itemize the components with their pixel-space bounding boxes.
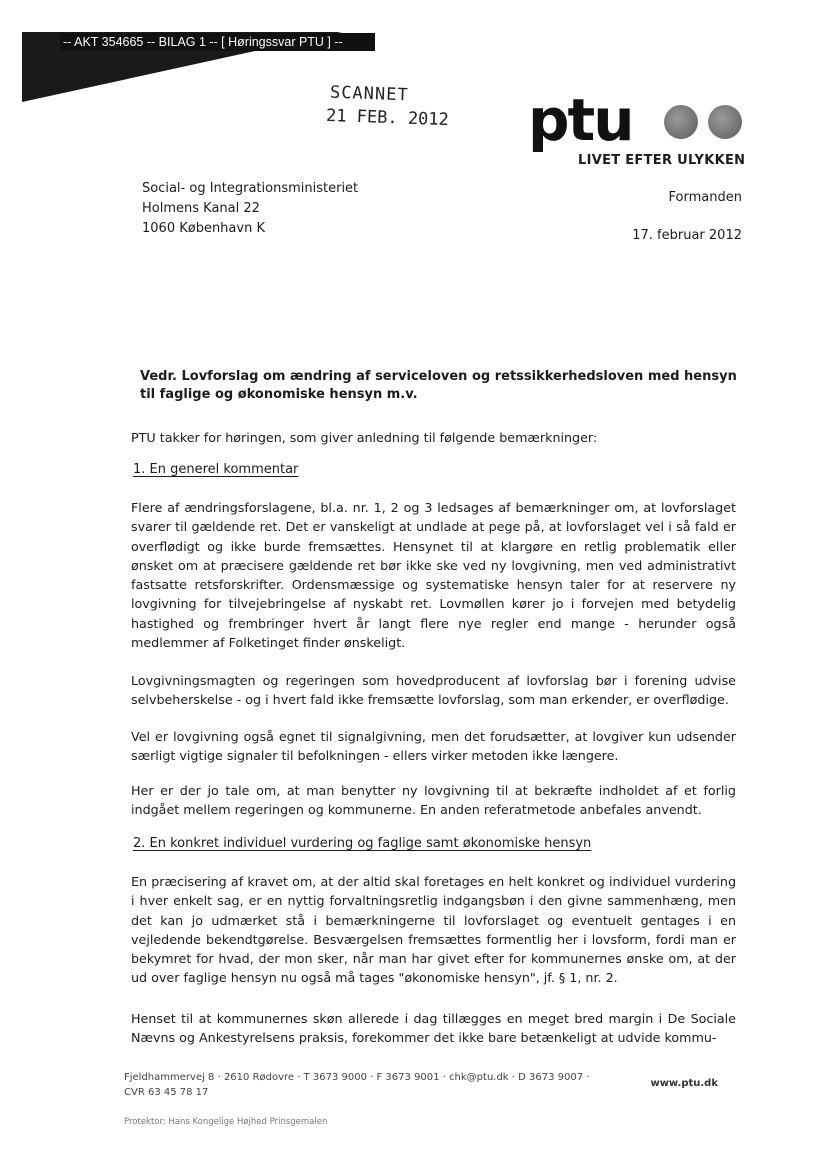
akt-reference-bar: -- AKT 354665 -- BILAG 1 -- [ Høringssvar PTU ] -- (60, 33, 375, 51)
section-1-paragraph: Lovgivningsmagten og regeringen som hovedproducent af lovforslag bør i forening udvise selvbeherskelse - og i hvert fald ikke fremsætte lovforslag, som man erkender, er overflødige. (131, 673, 736, 708)
letter-subject: Vedr. Lovforslag om ændring af serviceloven og retssikkerhedsloven med hensyn til faglige og økonomiske hensyn m.v. (140, 369, 737, 402)
recipient-name: Social- og Integrationsministeriet (142, 181, 359, 196)
ptu-logo: ptu (528, 86, 633, 154)
logo-dot-icon (708, 105, 742, 139)
section-1-paragraph: Her er der jo tale om, at man benytter ny lovgivning til at bekræfte indholdet af et forlig indgået mellem regeringen og kommunerne. En anden referatmetode anbefales anvendt. (131, 783, 736, 818)
logo-dot-icon (664, 105, 698, 139)
recipient-city: 1060 København K (142, 221, 265, 236)
letter-date: 17. februar 2012 (632, 228, 742, 243)
section-2-paragraph: Henset til at kommunernes skøn allerede i dag tillægges en meget bred margin i De Sociale Nævns og Ankestyrelsens praksis, forekommer det ikke bare betænkeligt at udvide kommu- (131, 1011, 736, 1046)
sender-role: Formanden (668, 190, 742, 205)
logo-tagline: LIVET EFTER ULYKKEN (578, 153, 746, 168)
section-1-paragraph: Vel er lovgivning også egnet til signalgivning, men det forudsætter, at lovgiver kun udsender særligt vigtige signaler til befolkningen - ellers virker metoden ikke længere. (131, 729, 736, 764)
intro-paragraph: PTU takker for høringen, som giver anledning til følgende bemærkninger: (131, 430, 598, 445)
scanned-stamp-label: SCANNET (329, 82, 409, 106)
section-2-paragraph: En præcisering af kravet om, at der altid skal foretages en helt konkret og individuel vurdering i hver enkelt sag, er en nyttig forvaltningsretlig indgangsbøn i den givne sammenhæng, men det kan jo udmærket stå i bemærkningerne til lovforslaget og eventuelt gentages i en vejledende bekendtgørelse. Besværgelsen fremsættes formentlig her i lovsform, fordi man er bekymret for hvad, der mon sker, når man har givet efter for kommunernes ønske om, at der ud over faglige hensyn nu også må tages "økonomiske hensyn", jf. § 1, nr. 2. (131, 874, 736, 986)
footer-protector: Protektor: Hans Kongelige Højhed Prinsgemalen (124, 1117, 328, 1127)
section-1-heading: 1. En generel kommentar (133, 462, 299, 477)
section-1-paragraph: Flere af ændringsforslagene, bl.a. nr. 1, 2 og 3 ledsages af bemærkninger om, at lovforslaget svarer til gældende ret. Det er vanskeligt at undlade at pege på, at lovforslaget vel i så fald er overflødigt og ikke burde fremsættes. Hensynet til at klargøre en retlig problematik eller ønsket om at præcisere gældende ret bør ikke ske ved ny lovgivning, men ved administrativt fastsatte retsforskrifter. Ordensmæssige og systematiske hensyn taler for at reservere ny lovgivning for tilvejebringelse af nyskabt ret. Lovmøllen kører jo i forvejen med betydelig hastighed og frembringer hvert år langt flere nye regler end mange - herunder også medlemmer af Folketinget finder ønskeligt. (131, 500, 736, 651)
footer-cvr: CVR 63 45 78 17 (124, 1087, 209, 1098)
footer-website: www.ptu.dk (650, 1078, 718, 1089)
recipient-street: Holmens Kanal 22 (142, 201, 260, 216)
section-2-heading: 2. En konkret individuel vurdering og faglige samt økonomiske hensyn (133, 836, 592, 851)
footer-address: Fjeldhammervej 8 · 2610 Rødovre · T 3673 9000 · F 3673 9001 · chk@ptu.dk · D 3673 9007 · (124, 1072, 590, 1083)
scanned-stamp-date: 21 FEB. 2012 (325, 105, 450, 131)
